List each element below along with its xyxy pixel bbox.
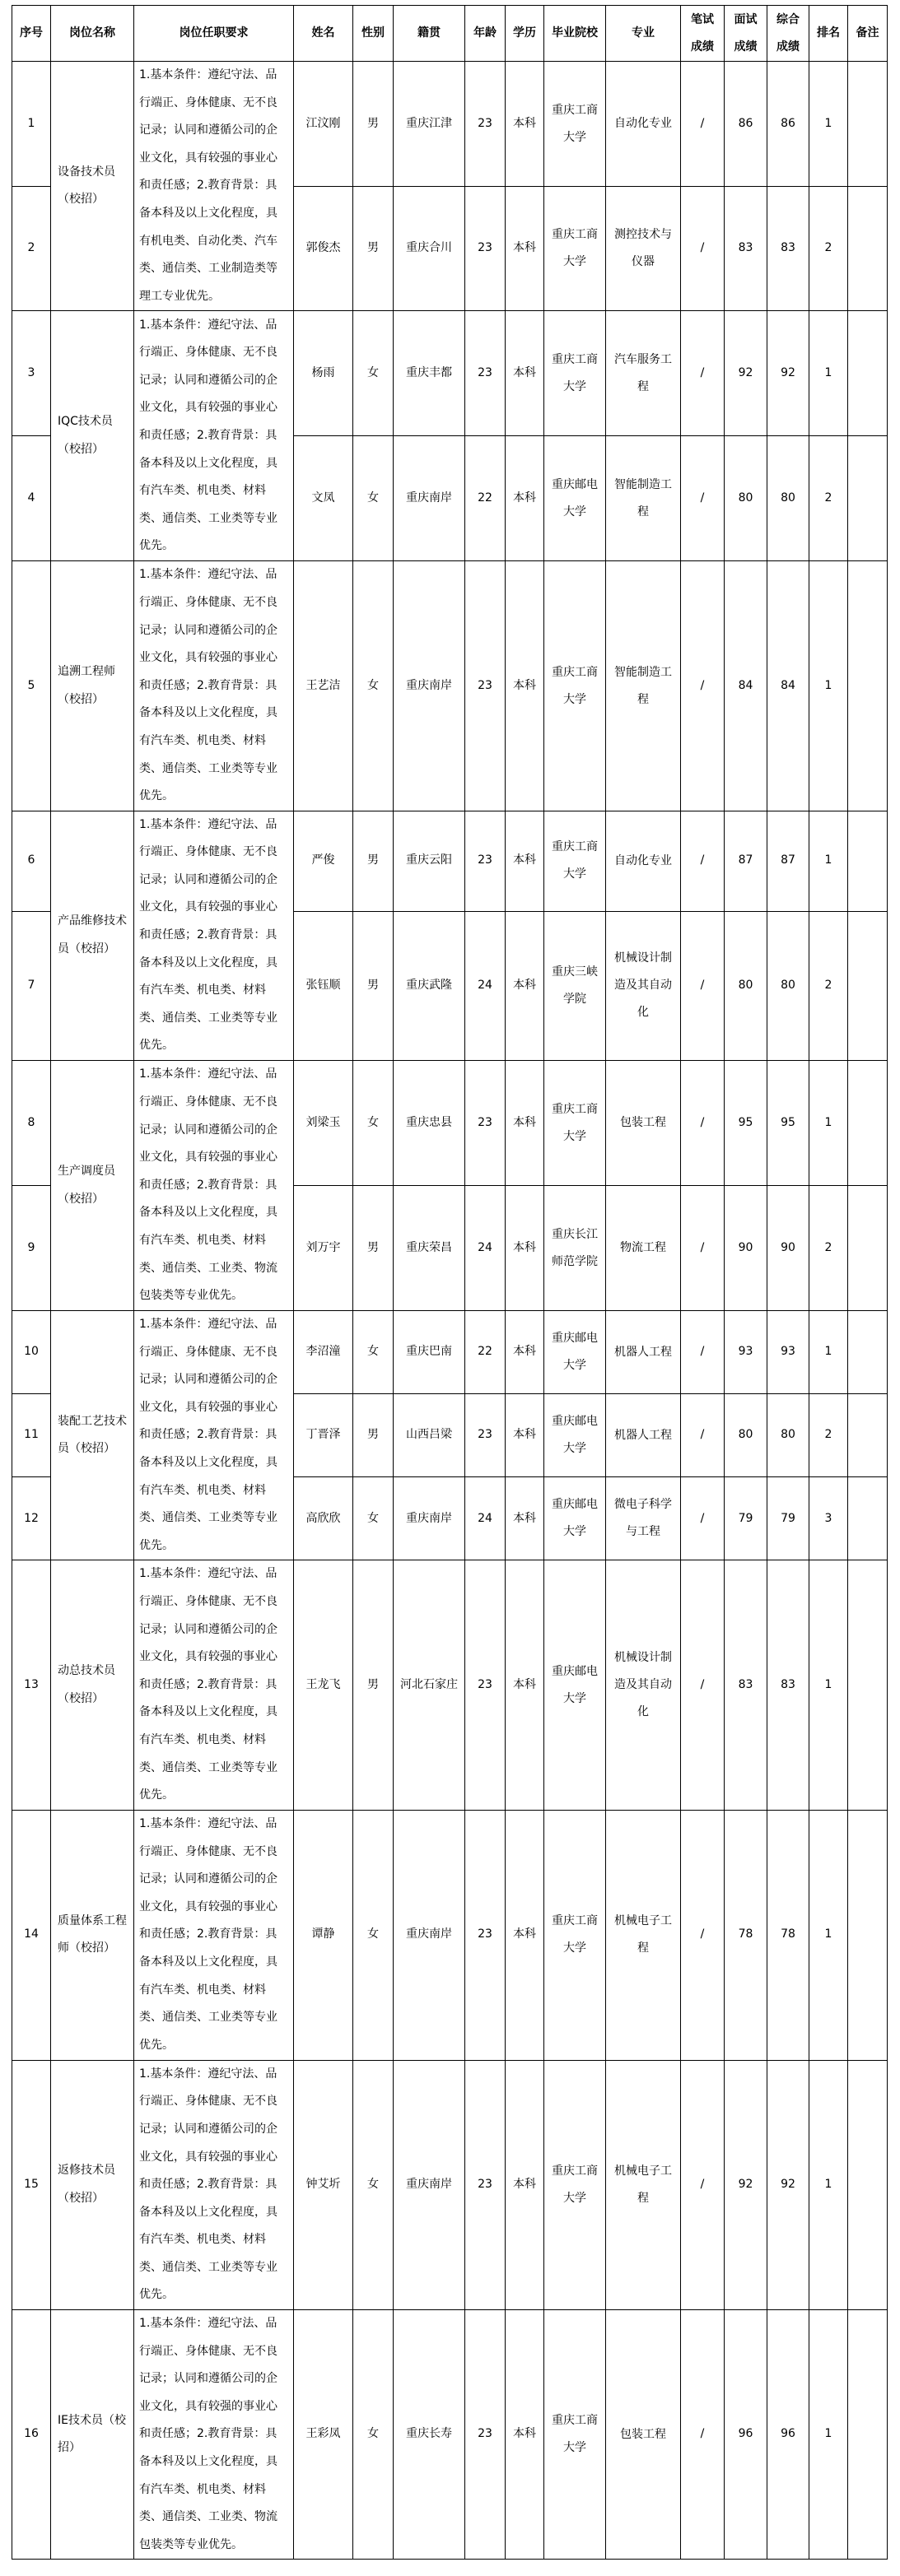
position-name-cell: 生产调度员（校招） — [51, 1061, 134, 1311]
table-row — [12, 561, 888, 811]
written-score-cell: / — [681, 2310, 725, 2560]
header-note: 备注 — [848, 6, 888, 62]
origin-cell: 重庆长寿 — [394, 2310, 465, 2560]
age-cell: 23 — [465, 561, 506, 811]
requirements-cell: 1.基本条件：遵纪守法、品行端正、身体健康、无不良记录；认同和遵循公司的企业文化，具有较强的事业心和责任感；2.教育背景：具备本科及以上文化程度，具有汽车类、机电类、材料类、通信类、工业类、物流包装类等专业优先。 — [134, 1061, 294, 1311]
education-cell: 本科 — [506, 1186, 544, 1311]
age-cell: 23 — [465, 62, 506, 187]
interview-score-cell: 80 — [725, 911, 767, 1060]
major-cell: 测控技术与仪器 — [606, 187, 681, 311]
header-origin: 籍贯 — [394, 6, 465, 62]
school-cell: 重庆工商大学 — [544, 1061, 606, 1186]
requirements-cell: 1.基本条件：遵纪守法、品行端正、身体健康、无不良记录；认同和遵循公司的企业文化，具有较强的事业心和责任感；2.教育背景：具备本科及以上文化程度，具有汽车类、机电类、材料类、通信类、工业类等专业优先。 — [134, 2060, 294, 2309]
note-cell — [848, 1311, 888, 1394]
total-score-cell: 87 — [767, 811, 809, 911]
gender-cell: 男 — [353, 1186, 394, 1311]
note-cell — [848, 62, 888, 187]
interview-score-cell: 95 — [725, 1061, 767, 1186]
school-cell: 重庆邮电大学 — [544, 436, 606, 561]
age-cell: 23 — [465, 1560, 506, 1810]
seq-cell: 15 — [12, 2060, 51, 2309]
origin-cell: 重庆忠县 — [394, 1061, 465, 1186]
age-cell: 22 — [465, 1311, 506, 1394]
requirements-cell: 1.基本条件：遵纪守法、品行端正、身体健康、无不良记录；认同和遵循公司的企业文化，具有较强的事业心和责任感；2.教育背景：具备本科及以上文化程度，具有汽车类、机电类、材料类、通信类、工业类等专业优先。 — [134, 561, 294, 811]
age-cell: 23 — [465, 1061, 506, 1186]
table-row — [12, 62, 888, 187]
gender-cell: 女 — [353, 1311, 394, 1394]
interview-score-cell: 96 — [725, 2310, 767, 2560]
rank-cell: 1 — [809, 1810, 848, 2060]
seq-cell: 4 — [12, 436, 51, 561]
age-cell: 24 — [465, 1186, 506, 1311]
major-cell: 智能制造工程 — [606, 436, 681, 561]
rank-cell: 1 — [809, 311, 848, 436]
written-score-cell: / — [681, 62, 725, 187]
gender-cell: 男 — [353, 1394, 394, 1477]
interview-score-cell: 83 — [725, 1560, 767, 1810]
name-cell: 王龙飞 — [294, 1560, 353, 1810]
education-cell: 本科 — [506, 62, 544, 187]
header-name: 姓名 — [294, 6, 353, 62]
requirements-cell: 1.基本条件：遵纪守法、品行端正、身体健康、无不良记录；认同和遵循公司的企业文化，具有较强的事业心和责任感；2.教育背景：具备本科及以上文化程度，具有机电类、自动化类、汽车类、通信类、工业制造类等理工专业优先。 — [134, 62, 294, 311]
written-score-cell: / — [681, 911, 725, 1060]
written-score-cell: / — [681, 561, 725, 811]
total-score-cell: 93 — [767, 1311, 809, 1394]
name-cell: 杨雨 — [294, 311, 353, 436]
total-score-cell: 83 — [767, 1560, 809, 1810]
rank-cell: 1 — [809, 62, 848, 187]
age-cell: 24 — [465, 1477, 506, 1560]
major-cell: 机械设计制造及其自动化 — [606, 911, 681, 1060]
written-score-cell: / — [681, 2060, 725, 2309]
written-score-cell: / — [681, 1560, 725, 1810]
gender-cell: 男 — [353, 811, 394, 911]
major-cell: 汽车服务工程 — [606, 311, 681, 436]
origin-cell: 河北石家庄 — [394, 1560, 465, 1810]
education-cell: 本科 — [506, 1311, 544, 1394]
table-row — [12, 1061, 888, 1186]
interview-score-cell: 83 — [725, 187, 767, 311]
written-score-cell: / — [681, 436, 725, 561]
school-cell: 重庆工商大学 — [544, 2060, 606, 2309]
header-gender: 性别 — [353, 6, 394, 62]
name-cell: 王彩凤 — [294, 2310, 353, 2560]
header-requirements: 岗位任职要求 — [134, 6, 294, 62]
header-written-score: 笔试 成绩 — [681, 6, 725, 62]
major-cell: 智能制造工程 — [606, 561, 681, 811]
education-cell: 本科 — [506, 911, 544, 1060]
total-score-cell: 86 — [767, 62, 809, 187]
name-cell: 江汶刚 — [294, 62, 353, 187]
total-score-cell: 92 — [767, 311, 809, 436]
results-table — [12, 5, 888, 2560]
major-cell: 机械电子工程 — [606, 1810, 681, 2060]
origin-cell: 重庆荣昌 — [394, 1186, 465, 1311]
name-cell: 丁晋泽 — [294, 1394, 353, 1477]
age-cell: 22 — [465, 436, 506, 561]
interview-score-cell: 87 — [725, 811, 767, 911]
school-cell: 重庆工商大学 — [544, 62, 606, 187]
major-cell: 自动化专业 — [606, 811, 681, 911]
education-cell: 本科 — [506, 436, 544, 561]
origin-cell: 重庆巴南 — [394, 1311, 465, 1394]
major-cell: 机器人工程 — [606, 1311, 681, 1394]
rank-cell: 1 — [809, 561, 848, 811]
gender-cell: 女 — [353, 1061, 394, 1186]
education-cell: 本科 — [506, 1394, 544, 1477]
gender-cell: 男 — [353, 187, 394, 311]
note-cell — [848, 1061, 888, 1186]
origin-cell: 重庆武隆 — [394, 911, 465, 1060]
gender-cell: 女 — [353, 311, 394, 436]
header-total-score: 综合 成绩 — [767, 6, 809, 62]
gender-cell: 女 — [353, 1477, 394, 1560]
table-row — [12, 811, 888, 911]
origin-cell: 重庆南岸 — [394, 1477, 465, 1560]
name-cell: 王艺洁 — [294, 561, 353, 811]
position-name-cell: 动总技术员（校招） — [51, 1560, 134, 1810]
requirements-cell: 1.基本条件：遵纪守法、品行端正、身体健康、无不良记录；认同和遵循公司的企业文化，具有较强的事业心和责任感；2.教育背景：具备本科及以上文化程度，具有汽车类、机电类、材料类、通信类、工业类、物流包装类等专业优先。 — [134, 2310, 294, 2560]
note-cell — [848, 561, 888, 811]
seq-cell: 16 — [12, 2310, 51, 2560]
school-cell: 重庆邮电大学 — [544, 1477, 606, 1560]
seq-cell: 12 — [12, 1477, 51, 1560]
major-cell: 包装工程 — [606, 1061, 681, 1186]
interview-score-cell: 78 — [725, 1810, 767, 2060]
education-cell: 本科 — [506, 1061, 544, 1186]
position-name-cell: 设备技术员（校招） — [51, 62, 134, 311]
school-cell: 重庆工商大学 — [544, 187, 606, 311]
education-cell: 本科 — [506, 1560, 544, 1810]
origin-cell: 重庆南岸 — [394, 436, 465, 561]
name-cell: 钟艾圻 — [294, 2060, 353, 2309]
header-interview-score: 面试 成绩 — [725, 6, 767, 62]
header-row — [12, 6, 888, 62]
name-cell: 高欣欣 — [294, 1477, 353, 1560]
name-cell: 张钰顺 — [294, 911, 353, 1060]
age-cell: 23 — [465, 1394, 506, 1477]
header-position: 岗位名称 — [51, 6, 134, 62]
total-score-cell: 79 — [767, 1477, 809, 1560]
seq-cell: 9 — [12, 1186, 51, 1311]
note-cell — [848, 911, 888, 1060]
position-name-cell: 装配工艺技术员（校招） — [51, 1311, 134, 1560]
position-name-cell: 质量体系工程师（校招） — [51, 1810, 134, 2060]
interview-score-cell: 92 — [725, 311, 767, 436]
age-cell: 23 — [465, 187, 506, 311]
rank-cell: 3 — [809, 1477, 848, 1560]
header-age: 年龄 — [465, 6, 506, 62]
note-cell — [848, 311, 888, 436]
written-score-cell: / — [681, 187, 725, 311]
age-cell: 23 — [465, 811, 506, 911]
major-cell: 物流工程 — [606, 1186, 681, 1311]
origin-cell: 重庆合川 — [394, 187, 465, 311]
total-score-cell: 95 — [767, 1061, 809, 1186]
interview-score-cell: 90 — [725, 1186, 767, 1311]
rank-cell: 1 — [809, 2060, 848, 2309]
written-score-cell: / — [681, 1477, 725, 1560]
age-cell: 23 — [465, 2310, 506, 2560]
school-cell: 重庆邮电大学 — [544, 1560, 606, 1810]
requirements-cell: 1.基本条件：遵纪守法、品行端正、身体健康、无不良记录；认同和遵循公司的企业文化，具有较强的事业心和责任感；2.教育背景：具备本科及以上文化程度，具有汽车类、机电类、材料类、通信类、工业类等专业优先。 — [134, 811, 294, 1060]
total-score-cell: 80 — [767, 1394, 809, 1477]
rank-cell: 1 — [809, 2310, 848, 2560]
name-cell: 李沼潼 — [294, 1311, 353, 1394]
requirements-cell: 1.基本条件：遵纪守法、品行端正、身体健康、无不良记录；认同和遵循公司的企业文化，具有较强的事业心和责任感；2.教育背景：具备本科及以上文化程度，具有汽车类、机电类、材料类、通信类、工业类等专业优先。 — [134, 1810, 294, 2060]
gender-cell: 女 — [353, 2310, 394, 2560]
interview-score-cell: 86 — [725, 62, 767, 187]
seq-cell: 10 — [12, 1311, 51, 1394]
gender-cell: 男 — [353, 62, 394, 187]
rank-cell: 1 — [809, 1311, 848, 1394]
table-row — [12, 1560, 888, 1810]
rank-cell: 1 — [809, 1560, 848, 1810]
origin-cell: 山西吕梁 — [394, 1394, 465, 1477]
table-row — [12, 2310, 888, 2560]
total-score-cell: 84 — [767, 561, 809, 811]
header-rank: 排名 — [809, 6, 848, 62]
school-cell: 重庆工商大学 — [544, 561, 606, 811]
education-cell: 本科 — [506, 2060, 544, 2309]
name-cell: 刘梁玉 — [294, 1061, 353, 1186]
written-score-cell: / — [681, 1186, 725, 1311]
interview-score-cell: 84 — [725, 561, 767, 811]
interview-score-cell: 92 — [725, 2060, 767, 2309]
education-cell: 本科 — [506, 187, 544, 311]
education-cell: 本科 — [506, 561, 544, 811]
table-body — [12, 62, 888, 2560]
written-score-cell: / — [681, 1061, 725, 1186]
gender-cell: 女 — [353, 2060, 394, 2309]
total-score-cell: 80 — [767, 436, 809, 561]
total-score-cell: 83 — [767, 187, 809, 311]
note-cell — [848, 1477, 888, 1560]
major-cell: 机械电子工程 — [606, 2060, 681, 2309]
requirements-cell: 1.基本条件：遵纪守法、品行端正、身体健康、无不良记录；认同和遵循公司的企业文化，具有较强的事业心和责任感；2.教育背景：具备本科及以上文化程度，具有汽车类、机电类、材料类、通信类、工业类等专业优先。 — [134, 311, 294, 561]
name-cell: 谭静 — [294, 1810, 353, 2060]
school-cell: 重庆工商大学 — [544, 811, 606, 911]
note-cell — [848, 811, 888, 911]
written-score-cell: / — [681, 811, 725, 911]
interview-score-cell: 79 — [725, 1477, 767, 1560]
header-major: 专业 — [606, 6, 681, 62]
interview-score-cell: 80 — [725, 436, 767, 561]
rank-cell: 2 — [809, 1394, 848, 1477]
seq-cell: 1 — [12, 62, 51, 187]
name-cell: 严俊 — [294, 811, 353, 911]
age-cell: 23 — [465, 1810, 506, 2060]
requirements-cell: 1.基本条件：遵纪守法、品行端正、身体健康、无不良记录；认同和遵循公司的企业文化，具有较强的事业心和责任感；2.教育背景：具备本科及以上文化程度，具有汽车类、机电类、材料类、通信类、工业类等专业优先。 — [134, 1560, 294, 1810]
total-score-cell: 96 — [767, 2310, 809, 2560]
origin-cell: 重庆江津 — [394, 62, 465, 187]
rank-cell: 1 — [809, 811, 848, 911]
school-cell: 重庆邮电大学 — [544, 1394, 606, 1477]
school-cell: 重庆邮电大学 — [544, 1311, 606, 1394]
seq-cell: 5 — [12, 561, 51, 811]
note-cell — [848, 1560, 888, 1810]
table-row — [12, 1810, 888, 2060]
header-education: 学历 — [506, 6, 544, 62]
seq-cell: 3 — [12, 311, 51, 436]
age-cell: 23 — [465, 2060, 506, 2309]
note-cell — [848, 1186, 888, 1311]
position-name-cell: IQC技术员（校招） — [51, 311, 134, 561]
name-cell: 刘万宇 — [294, 1186, 353, 1311]
origin-cell: 重庆南岸 — [394, 1810, 465, 2060]
gender-cell: 女 — [353, 436, 394, 561]
header-school: 毕业院校 — [544, 6, 606, 62]
education-cell: 本科 — [506, 311, 544, 436]
gender-cell: 男 — [353, 911, 394, 1060]
major-cell: 机器人工程 — [606, 1394, 681, 1477]
position-name-cell: 追溯工程师（校招） — [51, 561, 134, 811]
age-cell: 24 — [465, 911, 506, 1060]
table-row — [12, 2060, 888, 2309]
origin-cell: 重庆丰都 — [394, 311, 465, 436]
written-score-cell: / — [681, 1394, 725, 1477]
seq-cell: 6 — [12, 811, 51, 911]
education-cell: 本科 — [506, 811, 544, 911]
major-cell: 微电子科学与工程 — [606, 1477, 681, 1560]
major-cell: 自动化专业 — [606, 62, 681, 187]
position-name-cell: IE技术员（校招） — [51, 2310, 134, 2560]
written-score-cell: / — [681, 311, 725, 436]
age-cell: 23 — [465, 311, 506, 436]
note-cell — [848, 1394, 888, 1477]
school-cell: 重庆工商大学 — [544, 2310, 606, 2560]
seq-cell: 13 — [12, 1560, 51, 1810]
seq-cell: 7 — [12, 911, 51, 1060]
written-score-cell: / — [681, 1810, 725, 2060]
note-cell — [848, 2060, 888, 2309]
school-cell: 重庆三峡学院 — [544, 911, 606, 1060]
note-cell — [848, 1810, 888, 2060]
seq-cell: 2 — [12, 187, 51, 311]
origin-cell: 重庆云阳 — [394, 811, 465, 911]
major-cell: 包装工程 — [606, 2310, 681, 2560]
position-name-cell: 产品维修技术员（校招） — [51, 811, 134, 1060]
written-score-cell: / — [681, 1311, 725, 1394]
school-cell: 重庆工商大学 — [544, 311, 606, 436]
school-cell: 重庆长江师范学院 — [544, 1186, 606, 1311]
seq-cell: 11 — [12, 1394, 51, 1477]
education-cell: 本科 — [506, 1810, 544, 2060]
origin-cell: 重庆南岸 — [394, 561, 465, 811]
origin-cell: 重庆南岸 — [394, 2060, 465, 2309]
interview-score-cell: 93 — [725, 1311, 767, 1394]
total-score-cell: 80 — [767, 911, 809, 1060]
school-cell: 重庆工商大学 — [544, 1810, 606, 2060]
rank-cell: 1 — [809, 1061, 848, 1186]
position-name-cell: 返修技术员（校招） — [51, 2060, 134, 2309]
gender-cell: 女 — [353, 561, 394, 811]
requirements-cell: 1.基本条件：遵纪守法、品行端正、身体健康、无不良记录；认同和遵循公司的企业文化，具有较强的事业心和责任感；2.教育背景：具备本科及以上文化程度，具有汽车类、机电类、材料类、通信类、工业类等专业优先。 — [134, 1311, 294, 1560]
name-cell: 文凤 — [294, 436, 353, 561]
name-cell: 郭俊杰 — [294, 187, 353, 311]
rank-cell: 2 — [809, 187, 848, 311]
gender-cell: 女 — [353, 1810, 394, 2060]
total-score-cell: 78 — [767, 1810, 809, 2060]
major-cell: 机械设计制造及其自动化 — [606, 1560, 681, 1810]
interview-score-cell: 80 — [725, 1394, 767, 1477]
header-seq: 序号 — [12, 6, 51, 62]
note-cell — [848, 2310, 888, 2560]
seq-cell: 14 — [12, 1810, 51, 2060]
total-score-cell: 92 — [767, 2060, 809, 2309]
education-cell: 本科 — [506, 1477, 544, 1560]
note-cell — [848, 187, 888, 311]
seq-cell: 8 — [12, 1061, 51, 1186]
rank-cell: 2 — [809, 436, 848, 561]
rank-cell: 2 — [809, 1186, 848, 1311]
table-row — [12, 311, 888, 436]
table-row — [12, 1311, 888, 1394]
note-cell — [848, 436, 888, 561]
total-score-cell: 90 — [767, 1186, 809, 1311]
education-cell: 本科 — [506, 2310, 544, 2560]
rank-cell: 2 — [809, 911, 848, 1060]
gender-cell: 男 — [353, 1560, 394, 1810]
